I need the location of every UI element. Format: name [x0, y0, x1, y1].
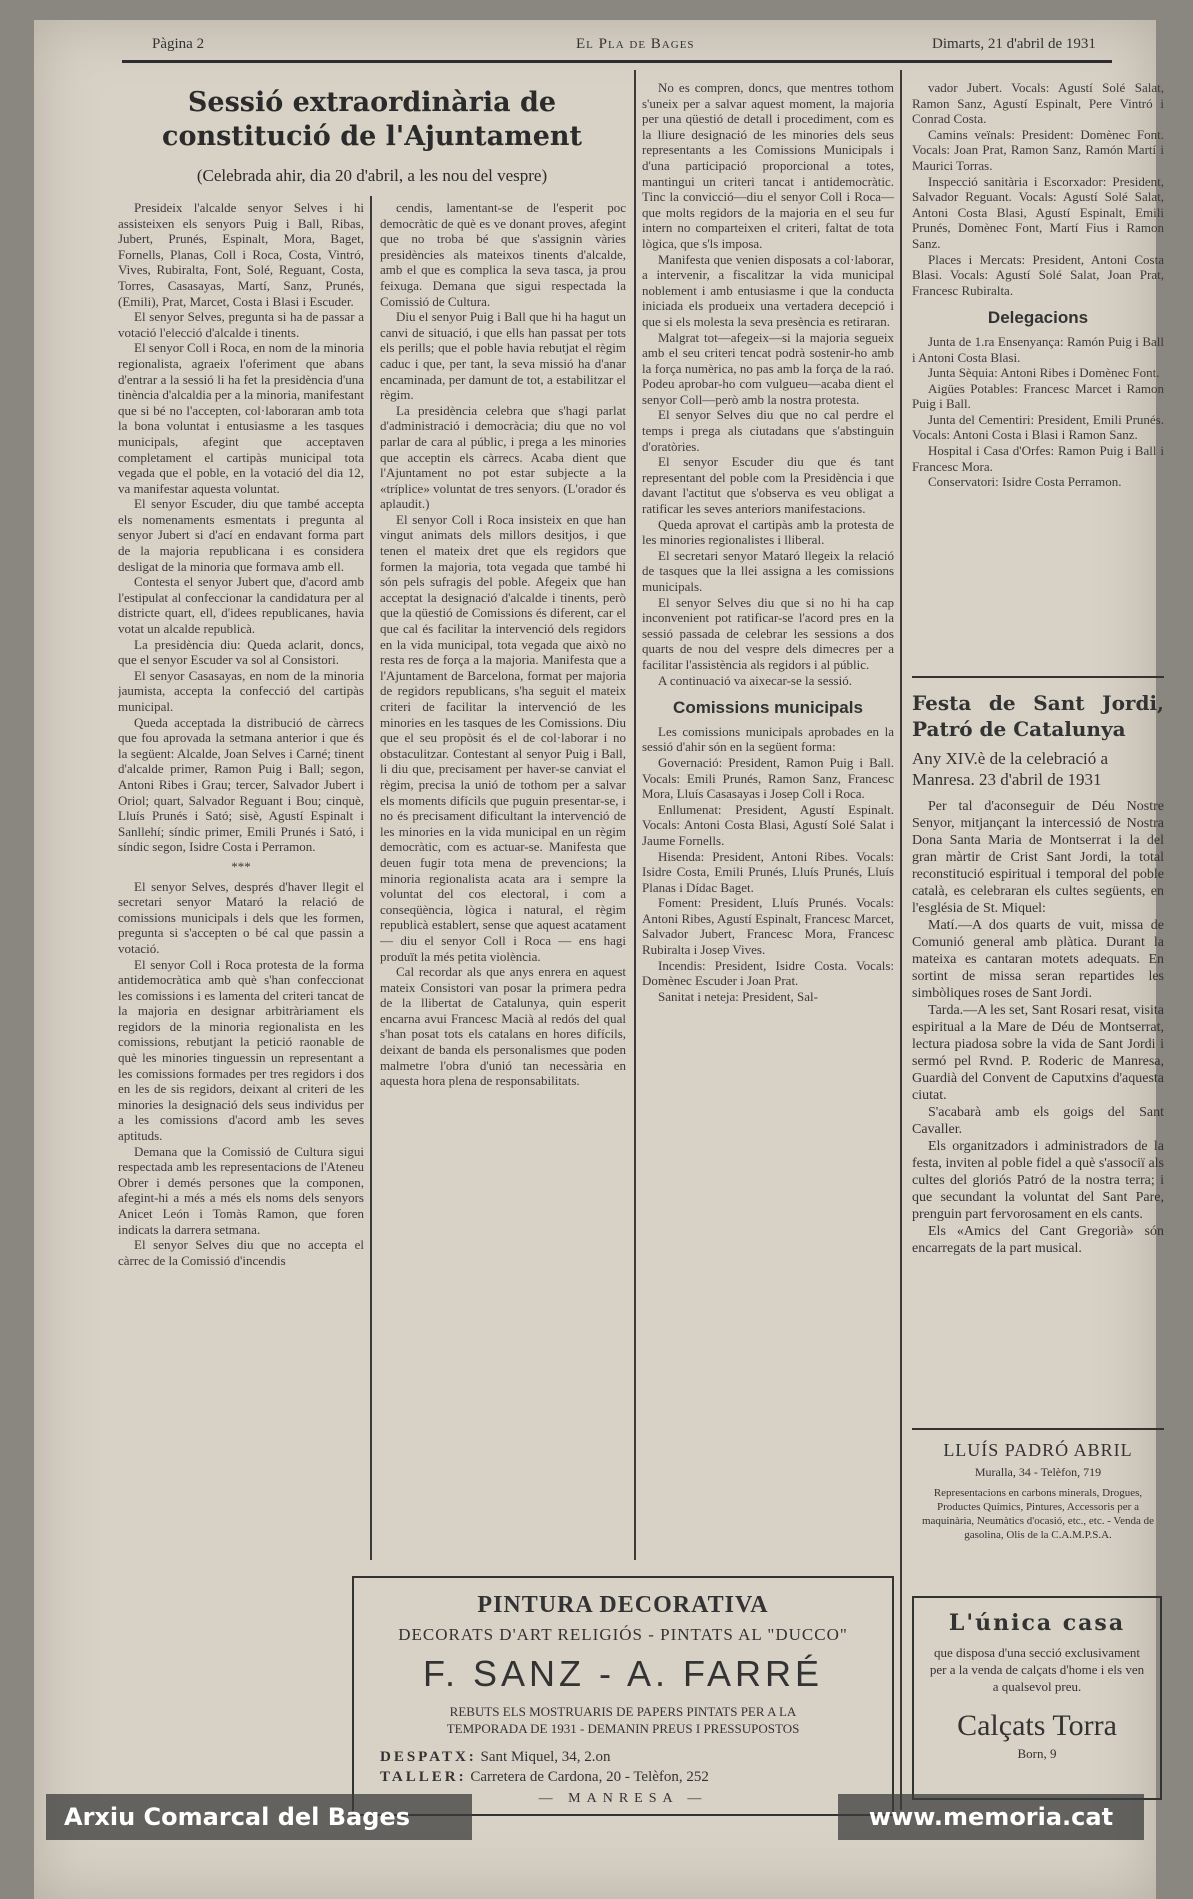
page-number: Pàgina 2 [152, 36, 205, 52]
paragraph: El senyor Casasayas, en nom de la minoria jaumista, accepta la confecció del cartipàs municipal. [118, 667, 364, 714]
paragraph: Les comissions municipals aprobades en la sessió d'ahir són en la següent forma: [642, 723, 894, 755]
paragraph: Conservatori: Isidre Costa Perramon. [928, 474, 1122, 490]
ad-line-4b: TEMPORADA DE 1931 - DEMANIN PREUS I PRESSUPOSTOS [446, 1721, 800, 1736]
ad-city: — MANRESA — [538, 1791, 708, 1806]
paragraph: El senyor Selves diu que si no hi ha cap inconvenient pot ratificar-se l'acord pres en la sessió passada de celebrar les sessions a dos quarts de nou del vespre dels dimecres per a facilitar l'assistència als regidors i al públic. [642, 594, 894, 672]
article-column-1 [118, 200, 364, 1880]
ad-street: Born, 9 [1017, 1746, 1057, 1761]
ad-addresses [380, 1747, 892, 1787]
archive-watermark: Arxiu Comarcal del Bages [46, 1794, 472, 1840]
paragraph: No es compren, doncs, que mentres tothom s'uneix per a salvar aquest moment, la majoria per una qüestió de detall i procediment, com es la lliure designació de les minories dels seus representants a les Comissions Municipals i d'una participació proporcional a totes, mantingui un criteri tancat i antidemocràtic. Tinc la convicció—diu el senyor Coll i Roca—que molts regidors de la majoria en el seu fur intern no comparteixen el criteri, faltat de tota lògica, que s'ls imposa. [642, 80, 894, 251]
paragraph: Presideix l'alcalde senyor Selves i hi assisteixen els senyors Puig i Ball, Ribas, Jubert, Prunés, Espinalt, Mora, Baget, Fornells, Planas, Coll i Roca, Costa, Vintró, Vives, Rubiralta, Font, Solé, Reguant, Costa, Torres, Casasayas, Martí, Sanz, Prunés, (Emili), Prat, Marcet, Costa i Blasi i Escuder. [118, 200, 364, 309]
column-rule [634, 70, 636, 1560]
paragraph: Junta de 1.ra Ensenyança: Ramón Puig i Ball i Antoni Costa Blasi. [912, 333, 1164, 365]
ad-line-1: PINTURA DECORATIVA [477, 1592, 769, 1618]
paragraph: El senyor Selves, després d'haver llegit el secretari senyor Mataró la relació de comissions municipals i dels que les formen, pregunta si s'accepten o bé cal que passin a votació. [118, 878, 364, 956]
paragraph: Junta del Cementiri: President, Emili Prunés. Vocals: Antoni Costa i Blasi i Ramon Sanz. [912, 411, 1164, 443]
article-subtitle: (Celebrada ahir, dia 20 d'abril, a les nou del vespre) [196, 166, 548, 185]
newspaper-name: El Pla de Bages [576, 36, 695, 52]
paragraph: La presidència diu: Queda aclarit, doncs, que el senyor Escuder va sol al Consistori. [118, 636, 364, 668]
column-rule [900, 70, 902, 1810]
article-column-2 [380, 200, 626, 1550]
paragraph: El senyor Selves, pregunta si ha de passar a votació l'elecció d'alcalde i tinents. [118, 309, 364, 340]
article-title: Sessió extraordinària de constitució de l'Ajuntament [162, 87, 582, 152]
paragraph: vador Jubert. Vocals: Agustí Solé Salat, Ramon Sanz, Agustí Espinalt, Pere Vintró i Conrad Costa. [912, 80, 1164, 127]
issue-date: Dimarts, 21 d'abril de 1931 [932, 36, 1096, 52]
section-heading: Delegacions [987, 308, 1089, 328]
paragraph: Places i Mercats: President, Antoni Costa Blasi. Vocals: Agustí Solé Salat, Joan Prat, Francesc Rubiralta. [912, 251, 1164, 298]
paragraph: Junta Sèquia: Antoni Ribes i Domènec Font. [928, 365, 1160, 381]
ad-line-2: DECORATS D'ART RELIGIÓS - PINTATS AL "DUCCO" [398, 1625, 848, 1644]
paragraph: Inspecció sanitària i Escorxador: President, Salvador Reguant. Vocals: Agustí Solé Salat, Antoni Costa Blasi, Agustí Espinalt, Emili Prunés, Domènec Font, Martí Fius i Ramon Sanz. [912, 173, 1164, 251]
paragraph: Diu el senyor Puig i Ball que hi ha hagut un canvi de situació, i que ells han passat per tots els perills; que el poble havia rebutjat el règim caduc i que, per tant, la seva missió ha d'anar encaminada, per damunt de tot, a estabilitzar el règim. [380, 309, 626, 403]
festa-sant-jordi-article [912, 690, 1164, 1257]
ad-line-4a: REBUTS ELS MOSTRUARIS DE PAPERS PINTATS PER A LA [449, 1704, 797, 1719]
paragraph: S'acabarà amb els goigs del Sant Cavaller. [912, 1105, 1164, 1137]
despatx-label: DESPATX: [380, 1749, 477, 1765]
paragraph: Camins veïnals: President: Domènec Font. Vocals: Joan Prat, Ramon Sanz, Ramón Martí i Maurici Torras. [912, 126, 1164, 173]
taller-address: Carretera de Cardona, 20 - Telèfon, 252 [470, 1769, 709, 1785]
paragraph: A continuació va aixecar-se la sessió. [658, 672, 852, 688]
advertiser-address: Muralla, 34 - Telèfon, 719 [974, 1465, 1102, 1479]
section-rule [912, 1428, 1164, 1430]
paragraph: El senyor Selves diu que no cal perdre el temps i prega als ciutadans que s'abstinguin d'oratòries. [642, 407, 894, 454]
paragraph: El senyor Coll i Roca protesta de la forma antidemocràtica amb què s'han confeccionat les comissions i es lamenta del criteri tancat de la majoria en designar arbitràriament els regidors de la minoria regionalista en les comissions, rebutjant la petició raonable de què les minories tinguessin un representant a les comissions formades per tres regidors i dos en les de sis regidors, deixant al criteri de les minories la designació dels seus individus per a les comissions d'acord amb les seves aptituds. [118, 956, 364, 1144]
advertiser-name: LLUÍS PADRÓ ABRIL [943, 1440, 1133, 1460]
column-rule [370, 196, 372, 1560]
article-column-4 [912, 80, 1164, 640]
ad-heading: L'única casa [948, 1610, 1126, 1636]
paragraph: Governació: President, Ramon Puig i Ball. Vocals: Emili Prunés, Ramon Sanz, Francesc Mora, Lluís Casasayas i Josep Coll i Roca. [642, 754, 894, 802]
paragraph: Incendis: President, Isidre Costa. Vocals: Domènec Escuder i Joan Prat. [642, 957, 894, 989]
paragraph: cendis, lamentant-se de l'esperit poc democràtic de què es ve donant proves, afegint que no troba bé que s'assignin vàries presidències als mateixos tinents d'alcalde, amb el que es complica la seva tasca, ja prou feixuga. Demana que sigui respectada la Comissió de Cultura. [380, 200, 626, 309]
padro-advertisement [912, 1440, 1164, 1542]
paragraph: Sanitat i neteja: President, Sal- [658, 988, 818, 1004]
section-separator: *** [231, 858, 251, 874]
paragraph: El senyor Coll i Roca insisteix en que han vingut animats dels millors desitjos, i que tenen el mateix dret que els regidors que formen la majoria, tota vegada que també hi són pels sufragis del poble. Afegeix que han acceptat la designació d'alcalde i tinents, però que la qüestió de Comissions és diferent, car el que cal és facilitar la intervenció dels regidors en la vida municipal, tota vegada que això no resta res de força a la majoria. Manifesta que a l'Ajuntament de Barcelona, format per majoria de regidors republicans, s'ha seguit el mateix criteri de facilitar la intervenció de les minories en les tasques de les Comissions. Diu que el seu propòsit és el de col·laborar i no obstaculitzar. Contestant al senyor Puig i Ball, li diu que, precisament per haver-se canviat el règim, precisa la unió de tothom per a salvar els moments difícils que puguin presentar-se, i no és precisament dificultant la intervenció de les minories en la vida municipal en un règim democràtic, com es actuar-se. Manifesta que deuen fugir tota mena de prevencions; la minoria regionalista acata ara i sempre la voluntat del cos electoral, i com a conseqüència, lògica i natural, el règim republicà establert, sense que aquest acatament — diu el senyor Coll i Roca — ens hagi produït la més petita violència. [380, 511, 626, 964]
paragraph: Matí.—A dos quarts de vuit, missa de Comunió general amb plàtica. Durant la mateixa es cantaran motets adequats. En sortint de missa seran repartides les simbòliques roses de Sant Jordi. [912, 918, 1164, 1001]
paragraph: La presidència celebra que s'hagi parlat d'administració i democràcia; diu que no vol parlar de cara al públic, i prega a les minories que acceptin els càrrecs. Acaba dient que l'Ajuntament no pot estar subjecte a la «tríplice» voluntat de tres senyors. (L'orador és aplaudit.) [380, 402, 626, 512]
paragraph: El senyor Coll i Roca, en nom de la minoria regionalista, agraeix l'oferiment que abans d'entrar a la sessió li ha fet la presidència d'una tinència d'alcaldia per a la minoria, manifestant que si bé no l'accepten, col·laboraran amb tota la bona voluntat i entusiasme a les tasques municipals, afegint que acceptaven completament el cartipàs municipal tota vegada que el poble, en la votació del dia 12, va manifestar aquesta voluntat. [118, 340, 364, 496]
paragraph: Els «Amics del Cant Gregorià» són encarregats de la part musical. [912, 1224, 1164, 1256]
paragraph: Enllumenat: President, Agustí Espinalt. Vocals: Antoni Costa Blasi, Agustí Solé Salat i Jaume Fornells. [642, 801, 894, 848]
paragraph: Aigües Potables: Francesc Marcet i Ramon Puig i Ball. [912, 380, 1164, 412]
ad-company-name: F. SANZ - A. FARRÉ [422, 1653, 824, 1694]
paragraph: Demana que la Comissió de Cultura sigui respectada amb les representacions de l'Ateneu Obrer i demés persones que la componen, afegint-hi a més a més els noms dels senyors Anicet León i Tomàs Ramon, que foren indicats la darrera setmana. [118, 1143, 364, 1237]
despatx-address: Sant Miquel, 34, 2.on [480, 1749, 611, 1765]
section-heading: Comissions municipals [673, 698, 863, 718]
calcats-torra-advertisement [912, 1596, 1162, 1800]
ad-text: que disposa d'una secció exclusivament per a la venda de calçats d'home i els ven a qualsevol preu. [929, 1645, 1145, 1694]
festa-title: Festa de Sant Jordi, Patró de Catalunya [912, 691, 1164, 741]
article-column-3 [642, 80, 894, 1550]
paragraph: Per tal d'aconseguir de Déu Nostre Senyor, mitjançant la intercessió de Nostra Dona Santa Maria de Montserrat i la del gran màrtir de Crist Sant Jordi, la total reconstitució espiritual i temporal del poble català, es celebraran els cultes següents, en l'església de St. Miquel: [912, 799, 1164, 916]
paragraph: El secretari senyor Mataró llegeix la relació de tasques que la llei assigna a les comissions municipals. [642, 547, 894, 594]
paragraph: Manifesta que venien disposats a col·laborar, a intervenir, a fiscalitzar la vida municipal noblement i amb entusiasme i que la conducta iniciada els produeix una vertadera decepció i que si els molesta la seva presència es retiraran. [642, 251, 894, 329]
paragraph: Queda aprovat el cartipàs amb la protesta de les minories regionalistes i lliberal. [642, 516, 894, 548]
paragraph: Malgrat tot—afegeix—si la majoria segueix amb el seu criteri tencat podrà sostenir-ho amb la força numèrica, no pas amb la força de la raó. Podeu aprobar-ho com vulgueu—acaba dient el senyor Coll—però amb la nostra protesta. [642, 329, 894, 407]
paragraph: Hisenda: President, Antoni Ribes. Vocals: Isidre Costa, Emili Prunés, Lluís Prunés, Lluís Planas i Dídac Baget. [642, 848, 894, 895]
header-rule [122, 60, 1112, 63]
section-rule [912, 676, 1164, 678]
festa-subtitle: Any XIV.è de la celebració a Manresa. 23 d'abril de 1931 [912, 749, 1109, 789]
paragraph: Contesta el senyor Jubert que, d'acord amb l'estipulat al confeccionar la candidatura per al districte quart, ell, d'idees republicanes, havia votat un alcalde republicà. [118, 574, 364, 637]
paragraph: El senyor Escuder diu que és tant representant del poble com la Presidència i que davant l'actitut que s'observa es veu obligat a ratificar les seves anteriors manifestacions. [642, 454, 894, 517]
paragraph: Hospital i Casa d'Orfes: Ramon Puig i Ball i Francesc Mora. [912, 443, 1164, 474]
paragraph: Tarda.—A les set, Sant Rosari resat, visita espiritual a la Mare de Déu de Montserrat, lectura piadosa sobre la vida de Sant Jordi i sermó pel Rvnd. P. Roderic de Manresa, Guardià del Convent de Caputxins d'aquesta ciutat. [912, 1003, 1164, 1103]
paragraph: Els organitzadors i administradors de la festa, inviten al poble fidel a què s'associï als cultes del gloriós Patró de la nostra terra; i que secundant la voluntat del Sant Pare, prenguin part fervorosament en els cants. [912, 1139, 1164, 1222]
paragraph: El senyor Selves diu que no accepta el càrrec de la Comissió d'incendis [118, 1237, 364, 1268]
ad-brand: Calçats Torra [957, 1709, 1117, 1742]
paragraph: Foment: President, Lluís Prunés. Vocals: Antoni Ribes, Agustí Espinalt, Francesc Marcet, Salvador Jubert, Francesc Mora, Francesc Rubiralta i Josep Vives. [642, 895, 894, 958]
website-watermark: www.memoria.cat [838, 1794, 1144, 1840]
paragraph: El senyor Escuder, diu que també accepta els nomenaments esmentats i pregunta al senyor Jubert si d'ací en endavant forma part de la majoria republicana i es considera desligat de la minoria que formava amb ell. [118, 496, 364, 574]
paragraph: Cal recordar als que anys enrera en aquest mateix Consistori van posar la primera pedra de la llibertat de Catalunya, quin esperit encarna avui Francesc Macià al redós del qual s'han posat tots els catalans en hores difícils, deixant de banda els personalismes que poden malmetre l'obra d'unió tan necessària en aquesta hora plena de responsabilitats. [380, 964, 626, 1089]
advertiser-text: Representacions en carbons minerals, Drogues, Productes Químics, Pintures, Accessoris per a maquinària, Neumàtics d'ocasió, etc., etc. - Venda de gasolina, Olis de la C.A.M.P.S.A. [921, 1487, 1155, 1541]
taller-label: TALLER: [380, 1769, 467, 1785]
pintura-decorativa-advertisement [352, 1576, 894, 1816]
paragraph: Queda acceptada la distribució de càrrecs que fou aprovada la setmana anterior i que és la següent: Alcalde, Joan Selves i Carné; tinent d'alcalde primer, Ramon Puig i Ball; segon, Antoni Ribes i Grau; tercer, Salvador Jubert i Oriol; quart, Salvador Reguant i Bou; cinquè, Lluís Prunés i Sató; sisè, Agustí Espinalt i Sanllehí; síndic primer, Emili Prunés i Sató, i síndic segon, Isidre Costa i Perramon. [118, 714, 364, 855]
